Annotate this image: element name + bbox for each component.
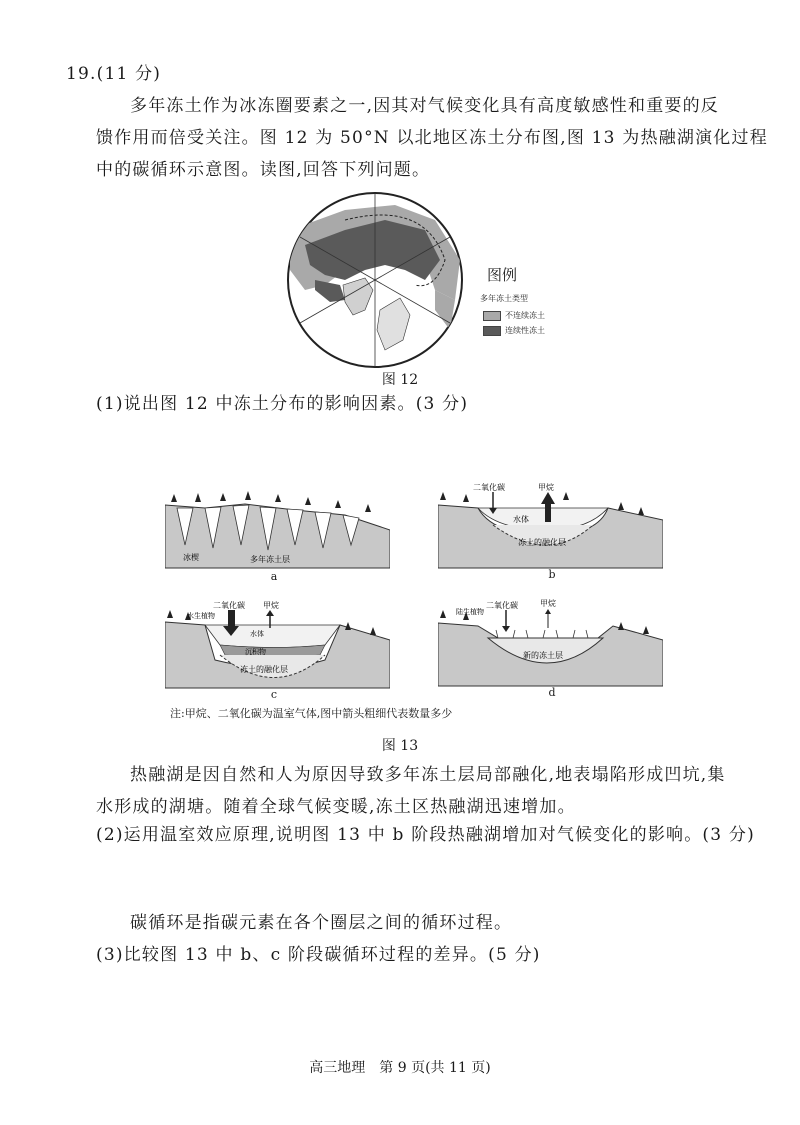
sub-question-2: (2)运用温室效应原理,说明图 13 中 b 阶段热融湖增加对气候变化的影响。(3 分) [96, 825, 755, 845]
label-sediment-c: 沉积物 [245, 648, 266, 656]
label-ch4-d: 甲烷 [540, 599, 556, 608]
figure13-panel-d [438, 598, 663, 688]
label-ch4-c: 甲烷 [263, 601, 279, 610]
para2-line-1: 热融湖是因自然和人为原因导致多年冻土层局部融化,地表塌陷形成凹坑,集 [130, 765, 726, 785]
para2-line-2: 水形成的湖塘。随着全球气候变暖,冻土区热融湖迅速增加。 [96, 797, 576, 817]
legend-title: 图例 [487, 266, 518, 284]
label-water-c: 水体 [250, 630, 264, 638]
panel-d-letter: d [548, 686, 556, 699]
label-thaw-b: 冻土的融化层 [518, 538, 566, 547]
intro-line-3: 中的碳循环示意图。读图,回答下列问题。 [96, 160, 431, 180]
para3: 碳循环是指碳元素在各个圈层之间的循环过程。 [130, 913, 513, 933]
legend-item-discontinuous: 不连续冻土 [483, 310, 545, 321]
label-co2-b: 二氧化碳 [473, 483, 505, 492]
label-co2-c: 二氧化碳 [213, 601, 245, 610]
legend-swatch-discontinuous [483, 311, 501, 321]
label-water-b: 水体 [513, 515, 529, 524]
legend-subtitle: 多年冻土类型 [480, 294, 528, 303]
legend-item-continuous: 连续性冻土 [483, 325, 545, 336]
label-plants-c: 水生植物 [187, 612, 215, 620]
figure12-caption: 图 12 [381, 372, 419, 388]
question-number: 19.(11 分) [66, 64, 162, 84]
label-new-layer-d: 新的冻土层 [523, 651, 563, 660]
figure13-panel-a [165, 490, 390, 570]
panel-b-letter: b [548, 568, 556, 581]
label-thaw-c: 冻土的融化层 [240, 665, 288, 674]
page-footer: 高三地理 第 9 页(共 11 页) [309, 1060, 491, 1076]
label-ch4-b: 甲烷 [538, 483, 554, 492]
label-permafrost: 多年冻土层 [250, 555, 290, 564]
panel-c-letter: c [270, 688, 278, 701]
panel-a-letter: a [270, 570, 278, 583]
figure13-note: 注:甲烷、二氧化碳为温室气体,图中箭头粗细代表数量多少 [170, 707, 453, 720]
intro-line-1: 多年冻土作为冰冻圈要素之一,因其对气候变化具有高度敏感性和重要的反 [130, 96, 720, 116]
figure13-caption: 图 13 [381, 738, 419, 754]
sub-question-1: (1)说出图 12 中冻土分布的影响因素。(3 分) [96, 394, 469, 414]
intro-line-2: 馈作用而倍受关注。图 12 为 50°N 以北地区冻土分布图,图 13 为热融湖演化过程 [96, 128, 768, 148]
figure12-map [285, 190, 465, 370]
label-plants-d: 陆生植物 [456, 608, 484, 616]
legend-swatch-continuous [483, 326, 501, 336]
figure13-panel-c [165, 600, 390, 690]
sub-question-3: (3)比较图 13 中 b、c 阶段碳循环过程的差异。(5 分) [96, 945, 541, 965]
label-ice-wedge: 冰楔 [183, 553, 199, 562]
label-co2-d: 二氧化碳 [486, 601, 518, 610]
figure13-panel-b [438, 480, 663, 570]
